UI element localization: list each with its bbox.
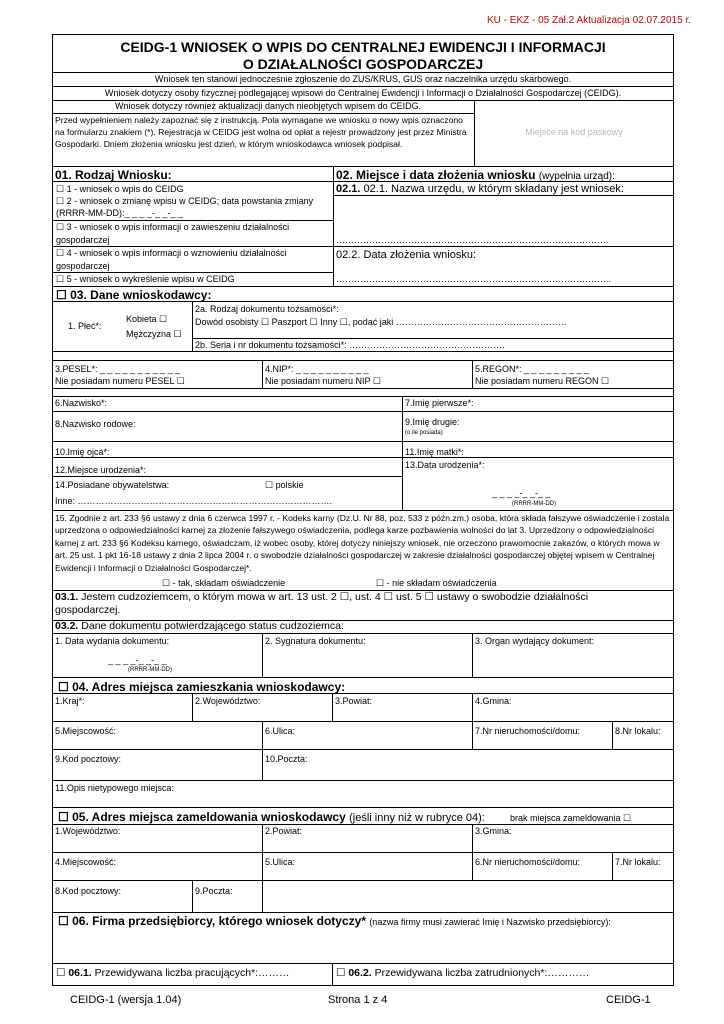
doc-issue-date[interactable]: 1. Data wydania dokumentu:: [55, 636, 170, 646]
s01-option-1[interactable]: ☐ 1 - wniosek o wpis do CEIDG: [56, 184, 184, 194]
s05-ulica[interactable]: 5.Ulica:: [265, 857, 296, 867]
s06-checkbox-icon[interactable]: ☐: [58, 914, 73, 928]
s01-option-4[interactable]: ☐ 4 - wniosek o wpis informacji o wznowieniu działalności: [56, 248, 287, 258]
s01-option-4-cont: gospodarczej: [56, 261, 110, 271]
s01-option-5[interactable]: ☐ 5 - wniosek o wykreślenie wpisu w CEIDG: [56, 274, 235, 284]
s05-powiat[interactable]: 2.Powiat:: [265, 826, 303, 836]
instruction-text: Przed wypełnieniem należy zapoznać się z instrukcją. Pola wymagane we wniosku o nowy wpis oznaczono na formularzu znakiem (*). Rejestracja w CEIDG jest wolna od opłat a rejestr prowadzony jest przez Ministra Gospodarki. Dniem złożenia wniosku jest dzień, w którym wnioskodawca wniosek podpisał.: [55, 115, 467, 149]
barcode-placeholder: Miejsce na kod paskowy: [525, 127, 623, 137]
oswiadczenie-nie[interactable]: ☐ - nie składam oświadczenia: [376, 578, 497, 588]
s04-nr-nieruchomosci[interactable]: 7.Nr nieruchomości/domu:: [475, 726, 581, 736]
s04-gmina[interactable]: 4.Gmina:: [475, 696, 512, 706]
s04-powiat[interactable]: 3.Powiat:: [335, 696, 373, 706]
s04-checkbox-icon[interactable]: ☐: [58, 680, 73, 694]
doc-issue-date-format: (RRRR-MM-DD): [128, 667, 172, 673]
nazwisko-field[interactable]: 6.Nazwisko*:: [55, 398, 108, 408]
header-note: KU - EKZ - 05 Zał.2 Aktualizacja 02.07.2015 r.: [487, 15, 691, 26]
s05-miejscowosc[interactable]: 4.Miejscowość:: [55, 857, 117, 867]
imie2-note: (o ile posiada): [405, 430, 443, 436]
doc-type-label: 2a. Rodzaj dokumentu tożsamości*:: [195, 304, 339, 314]
s06-2-field[interactable]: ☐ 06.2. Przewidywana liczba zatrudnionych*:…………: [336, 967, 590, 979]
footer-right: CEIDG-1: [606, 994, 651, 1006]
doc-series[interactable]: 2b. Seria i nr dokumentu tożsamości*: …………………………………………….: [195, 340, 505, 350]
s04-kraj[interactable]: 1.Kraj*:: [55, 696, 85, 706]
data-ur-field[interactable]: 13.Data urodzenia*:: [405, 460, 485, 470]
s02-field-1-value[interactable]: ……………………………………………………………………………….: [336, 235, 609, 245]
s01-option-2[interactable]: ☐ 2 - wniosek o zmianę wpisu w CEIDG; data powstania zmiany: [56, 196, 314, 206]
s04-nr-lokalu[interactable]: 8.Nr lokalu:: [615, 726, 661, 736]
s02-field-2-value[interactable]: ………………………………………………………………………………..: [336, 274, 612, 284]
plec-mezczyzna[interactable]: Mężczyzna ☐: [126, 329, 182, 339]
footer-center: Strona 1 z 4: [328, 994, 388, 1006]
s02-title-main: 02. Miejsce i data złożenia wniosku: [336, 168, 536, 182]
s03-1-field[interactable]: 03.1. Jestem cudzoziemcem, o którym mowa w art. 13 ust. 2 ☐, ust. 4 ☐ ust. 5 ☐ ustawy o swobodzie działalności gospodarczej.: [55, 591, 589, 616]
s04-opis[interactable]: 11.Opis nietypowego miejsca:: [55, 783, 174, 793]
miejsce-ur-field[interactable]: 12.Miejsce urodzenia*:: [55, 465, 147, 475]
s01-option-2-date[interactable]: (RRRR-MM-DD):_ _ _ _-_ _-_ _: [56, 208, 184, 218]
plec-kobieta[interactable]: Kobieta ☐: [126, 314, 168, 324]
imie-ojca-field[interactable]: 10.Imię ojca*:: [55, 447, 110, 457]
intro-line-3: Wniosek dotyczy również aktualizacji danych nieobjętych wpisem do CEIDG.: [115, 101, 422, 111]
s06-1-field[interactable]: ☐ 06.1. Przewidywana liczba pracujących*:………: [56, 967, 290, 979]
s04-ulica[interactable]: 6.Ulica:: [265, 726, 296, 736]
s05-woj[interactable]: 1.Województwo:: [55, 826, 121, 836]
s06-title: ☐ 06. Firma przedsiębiorcy, którego wniosek dotyczy* (nazwa firmy musi zawierać Imię i Nazwisko przedsiębiorcy):: [58, 914, 611, 928]
s05-checkbox-icon[interactable]: ☐: [58, 810, 73, 824]
s04-woj[interactable]: 2.Województwo:: [195, 696, 261, 706]
pesel-field[interactable]: 3.PESEL*: _ _ _ _ _ _ _ _ _ _ _: [55, 364, 181, 374]
data-ur-format: (RRRR-MM-DD): [512, 501, 556, 507]
polskie-checkbox[interactable]: ☐ polskie: [265, 480, 304, 490]
s05-brak-checkbox[interactable]: brak miejsca zameldowania ☐: [510, 813, 632, 823]
intro-line-1: Wniosek ten stanowi jednocześnie zgłoszenie do ZUS/KRUS, GUS oraz naczelnika urzędu skarbowego.: [154, 74, 572, 84]
s01-option-3[interactable]: ☐ 3 - wniosek o wpis informacji o zawieszeniu działalności: [56, 222, 290, 232]
imie2-field[interactable]: 9.Imię drugie:: [405, 417, 460, 427]
s05-kod-pocztowy[interactable]: 8.Kod pocztowy:: [55, 886, 122, 896]
doc-type-options[interactable]: Dowód osobisty ☐ Paszport ☐ Inny ☐, podać jaki …………………………………………………: [195, 317, 567, 327]
oswiadczenie-tak[interactable]: ☐ - tak, składam oświadczenie: [162, 578, 286, 588]
oswiadczenie-text: 15. Zgodnie z art. 233 §6 ustawy z dnia 6 czerwca 1997 r. - Kodeks karny (Dz.U. Nr 88, poz. 533 z późn.zm.) osoba, która składa fałszywe oświadczenie i zostala uprzedzona o odpowiedzialności karnej za złożenie fałszywego oświadczenia, podlega karze pozbawienia wolności do lat 3. Uprzedzony o odpowiedzialności karnej z art. 233 §6 Kodeksu karnego, oświadczam, iż wobec osoby, której dotyczy niniejszy wniosek, nie orzeczono prawomocnie zakazów, o których mowa w art. 25 ust. 1 pkt 16-18 ustawy z dnia 2 lipca 2004 r. o swobodzie działalności gospodarczej w zakresie działalności gospodarczej objętej wpisem w Centralnej Ewidencji i Informacji o Działalności Gospodarczej*.: [55, 513, 670, 573]
nip-field[interactable]: 4.NIP*: _ _ _ _ _ _ _ _ _ _: [265, 364, 369, 374]
s05-nr-lokalu[interactable]: 7.Nr lokalu:: [615, 857, 661, 867]
s04-miejscowosc[interactable]: 5.Miejscowość:: [55, 726, 117, 736]
nazw-rodowe-field[interactable]: 8.Nazwisko rodowe:: [55, 419, 136, 429]
s02-title-note: (wypełnia urząd):: [538, 171, 615, 182]
s03-2-label: 03.2. Dane dokumentu potwierdzającego status cudzoziemca:: [55, 620, 344, 632]
doc-issue-date-mask: _ _ _ _-_ _-_ _: [108, 655, 167, 665]
doc-signature[interactable]: 2. Sygnatura dokumentu:: [265, 636, 366, 646]
form-title-line1: CEIDG-1 WNIOSEK O WPIS DO CENTRALNEJ EWIDENCJI I INFORMACJI: [120, 39, 606, 55]
s01-option-3-cont: gospodarczej: [56, 235, 110, 245]
s05-gmina[interactable]: 3.Gmina:: [475, 826, 512, 836]
s04-kod-pocztowy[interactable]: 9.Kod pocztowy:: [55, 754, 122, 764]
obywatelstwa-label: 14.Posiadane obywatelstwa:: [55, 480, 170, 490]
imie1-field[interactable]: 7.Imię pierwsze*:: [405, 398, 474, 408]
s05-title: ☐ 05. Adres miejsca zameldowania wnioskodawcy (jeśli inny niż w rubryce 04):: [58, 810, 485, 824]
s02-field-1: 02.1. 02.1. Nazwa urzędu, w którym składany jest wniosek:: [336, 183, 624, 195]
doc-issuer[interactable]: 3. Organ wydający dokument:: [475, 636, 595, 646]
footer-left: CEIDG-1 (wersja 1.04): [70, 994, 182, 1006]
s04-title: ☐ 04. Adres miejsca zamieszkania wnioskodawcy:: [58, 680, 346, 694]
s02-field-2: 02.2. Data złożenia wniosku:: [336, 249, 477, 261]
regon-field[interactable]: 5.REGON*: _ _ _ _ _ _ _ _ _: [475, 364, 590, 374]
no-nip-checkbox[interactable]: Nie posiadam numeru NIP ☐: [265, 376, 381, 386]
no-regon-checkbox[interactable]: Nie posiadam numeru REGON ☐: [475, 376, 610, 386]
s03-title: ☐ 03. Dane wnioskodawcy:: [56, 288, 212, 302]
imie-matki-field[interactable]: 11.Imię matki*:: [405, 447, 464, 457]
intro-line-2: Wniosek dotyczy osoby fizycznej podlegającej wpisowi do Centralnej Ewidencji i Informacji o Działalności Gospodarczej (CEIDG).: [104, 88, 622, 98]
s05-nr-nieruchomosci[interactable]: 6.Nr nieruchomości/domu:: [475, 857, 581, 867]
s01-title: 01. Rodzaj Wniosku:: [55, 168, 172, 182]
plec-label: 1. Płeć*:: [68, 321, 102, 331]
data-ur-mask: _ _ _ _-_ _-_ _: [492, 488, 551, 498]
form-title-line2: O DZIAŁALNOŚCI GOSPODARCZEJ: [242, 56, 484, 72]
s04-poczta[interactable]: 10.Poczta:: [265, 754, 308, 764]
no-pesel-checkbox[interactable]: Nie posiadam numeru PESEL ☐: [55, 376, 185, 386]
s05-poczta[interactable]: 9.Poczta:: [195, 886, 233, 896]
inne-obywatelstwo[interactable]: Inne: ………………………………………………………………………….: [55, 496, 333, 506]
